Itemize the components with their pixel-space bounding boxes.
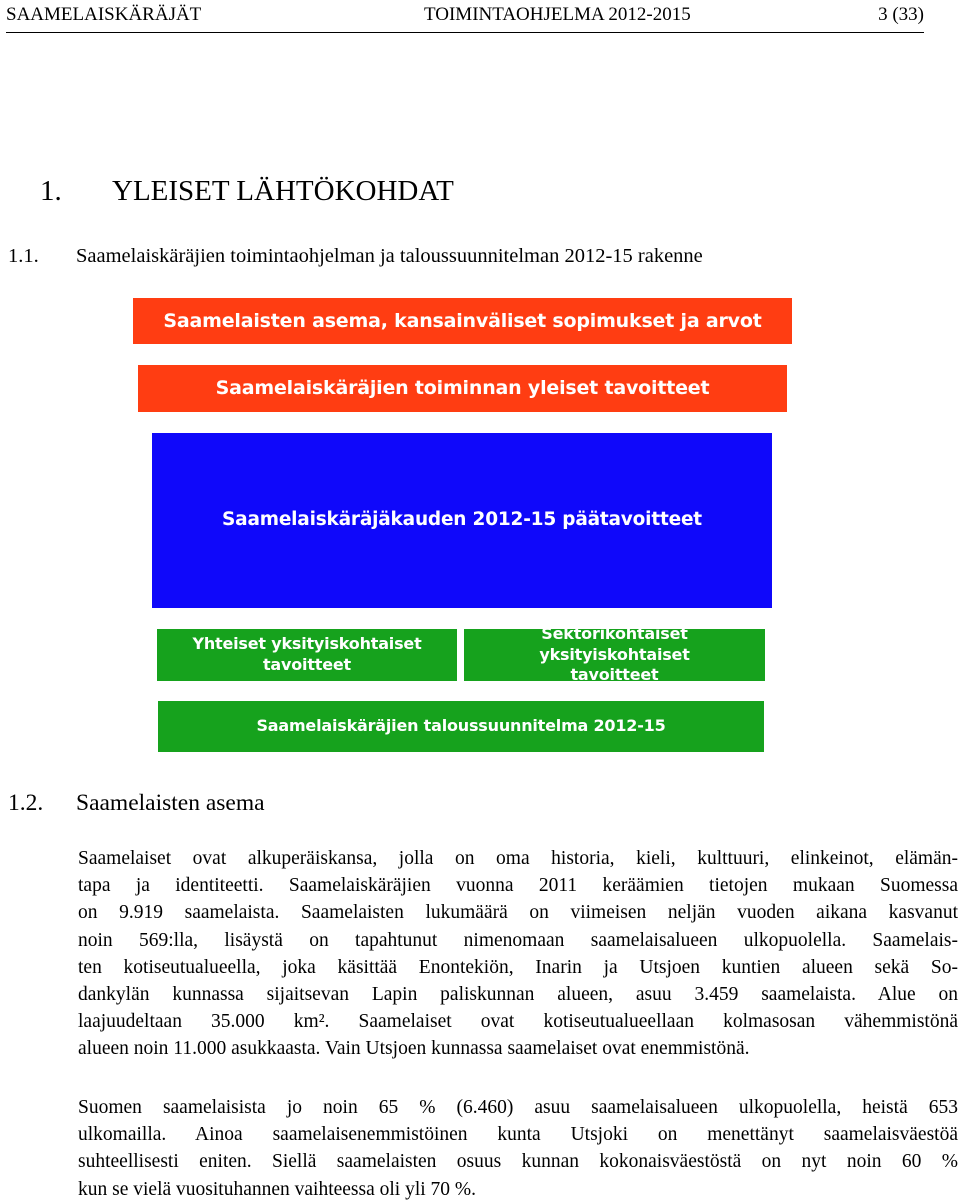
diagram-box-status-agreements-values	[133, 298, 792, 344]
paragraph-sami-status	[78, 845, 958, 1063]
paragraph-line: Saamelaiset ovat alkuperäiskansa, jolla on oma historia, kieli, kulttuuri, elinkeinot, elämän-	[78, 848, 958, 869]
section-title: Saamelaisten asema	[76, 790, 265, 816]
diagram-box-label-line: Sektorikohtaiset yksityiskohtaiset	[539, 623, 690, 664]
section-title: YLEISET LÄHTÖKOHDAT	[112, 175, 454, 207]
diagram-box-label	[192, 634, 421, 676]
diagram-box-common-detailed-objectives	[157, 629, 457, 681]
diagram-box-label: Saamelaiskäräjäkauden 2012-15 päätavoitteet	[222, 509, 702, 531]
running-header	[6, 0, 924, 33]
diagram-box-label-line: tavoitteet	[570, 665, 659, 685]
section-title: Saamelaiskäräjien toimintaohjelman ja taloussuunnitelman 2012-15 rakenne	[76, 245, 703, 267]
diagram-box-financial-plan	[158, 701, 764, 752]
section-heading-1	[40, 175, 454, 208]
diagram-box-sector-detailed-objectives	[464, 623, 765, 685]
section-heading-1-1	[8, 245, 703, 268]
section-heading-1-2	[8, 790, 265, 817]
paragraph-line: alueen noin 11.000 asukkaasta. Vain Utsjoen kunnassa saamelaiset ovat enemmistönä.	[78, 1038, 750, 1060]
diagram-box-label: Saamelaisten asema, kansainväliset sopimukset ja arvot	[163, 309, 762, 332]
paragraph-line: suhteellisesti eniten. Siellä saamelaisten osuus kunnan kokonaisväestöstä on nyt noin 60 %	[78, 1151, 958, 1173]
paragraph-line: ten kotiseutualueella, joka käsittää Enontekiön, Inarin ja Utsjoen kuntien alueen sekä So-	[78, 956, 958, 978]
header-page-number: 3 (33)	[878, 4, 924, 25]
section-number: 1.1.	[8, 245, 39, 267]
diagram-box-label-line: Yhteiset yksityiskohtaiset	[192, 634, 422, 654]
diagram-box-main-objectives	[152, 433, 772, 608]
paragraph-line: on 9.919 saamelaista. Saamelaisten lukumäärä on viimeisen neljän vuoden aikana kasvanut	[78, 902, 958, 924]
paragraph-line: ulkomailla. Ainoa saamelaisenemmistöinen kunta Utsjoki on menettänyt saamelaisväestöä	[78, 1124, 958, 1146]
diagram-box-label: Saamelaiskäräjien toiminnan yleiset tavoitteet	[215, 377, 710, 400]
header-organization: SAAMELAISKÄRÄJÄT	[6, 4, 202, 25]
section-number: 1.2.	[8, 790, 44, 816]
diagram-box-label: Saamelaiskäräjien taloussuunnitelma 2012-15	[256, 716, 666, 736]
paragraph-line: tapa ja identiteetti. Saamelaiskäräjien vuonna 2011 keräämien tietojen mukaan Suomessa	[78, 875, 958, 897]
section-number: 1.	[40, 175, 62, 207]
diagram-box-label	[464, 624, 765, 686]
paragraph-sami-outside-homeland	[78, 1094, 958, 1203]
paragraph-line: Suomen saamelaisista jo noin 65 % (6.460) asuu saamelaisalueen ulkopuolella, heistä 653	[78, 1097, 958, 1118]
paragraph-line: noin 569:lla, lisäystä on tapahtunut nimenomaan saamelaisalueen ulkopuolella. Saamelais-	[78, 929, 958, 951]
paragraph-line: kun se vielä vuosituhannen vaihteessa oli yli 70 %.	[78, 1178, 477, 1200]
diagram-box-label-line: tavoitteet	[262, 655, 351, 674]
paragraph-line: dankylän kunnassa sijaitsevan Lapin paliskunnan alueen, asuu 3.459 saamelaista. Alue on	[78, 984, 958, 1006]
header-document-title: TOIMINTAOHJELMA 2012-2015	[424, 4, 691, 25]
paragraph-line: laajuudeltaan 35.000 km². Saamelaiset ovat kotiseutualueellaan kolmasosan vähemmistönä	[78, 1011, 958, 1033]
diagram-box-general-objectives	[138, 365, 787, 412]
